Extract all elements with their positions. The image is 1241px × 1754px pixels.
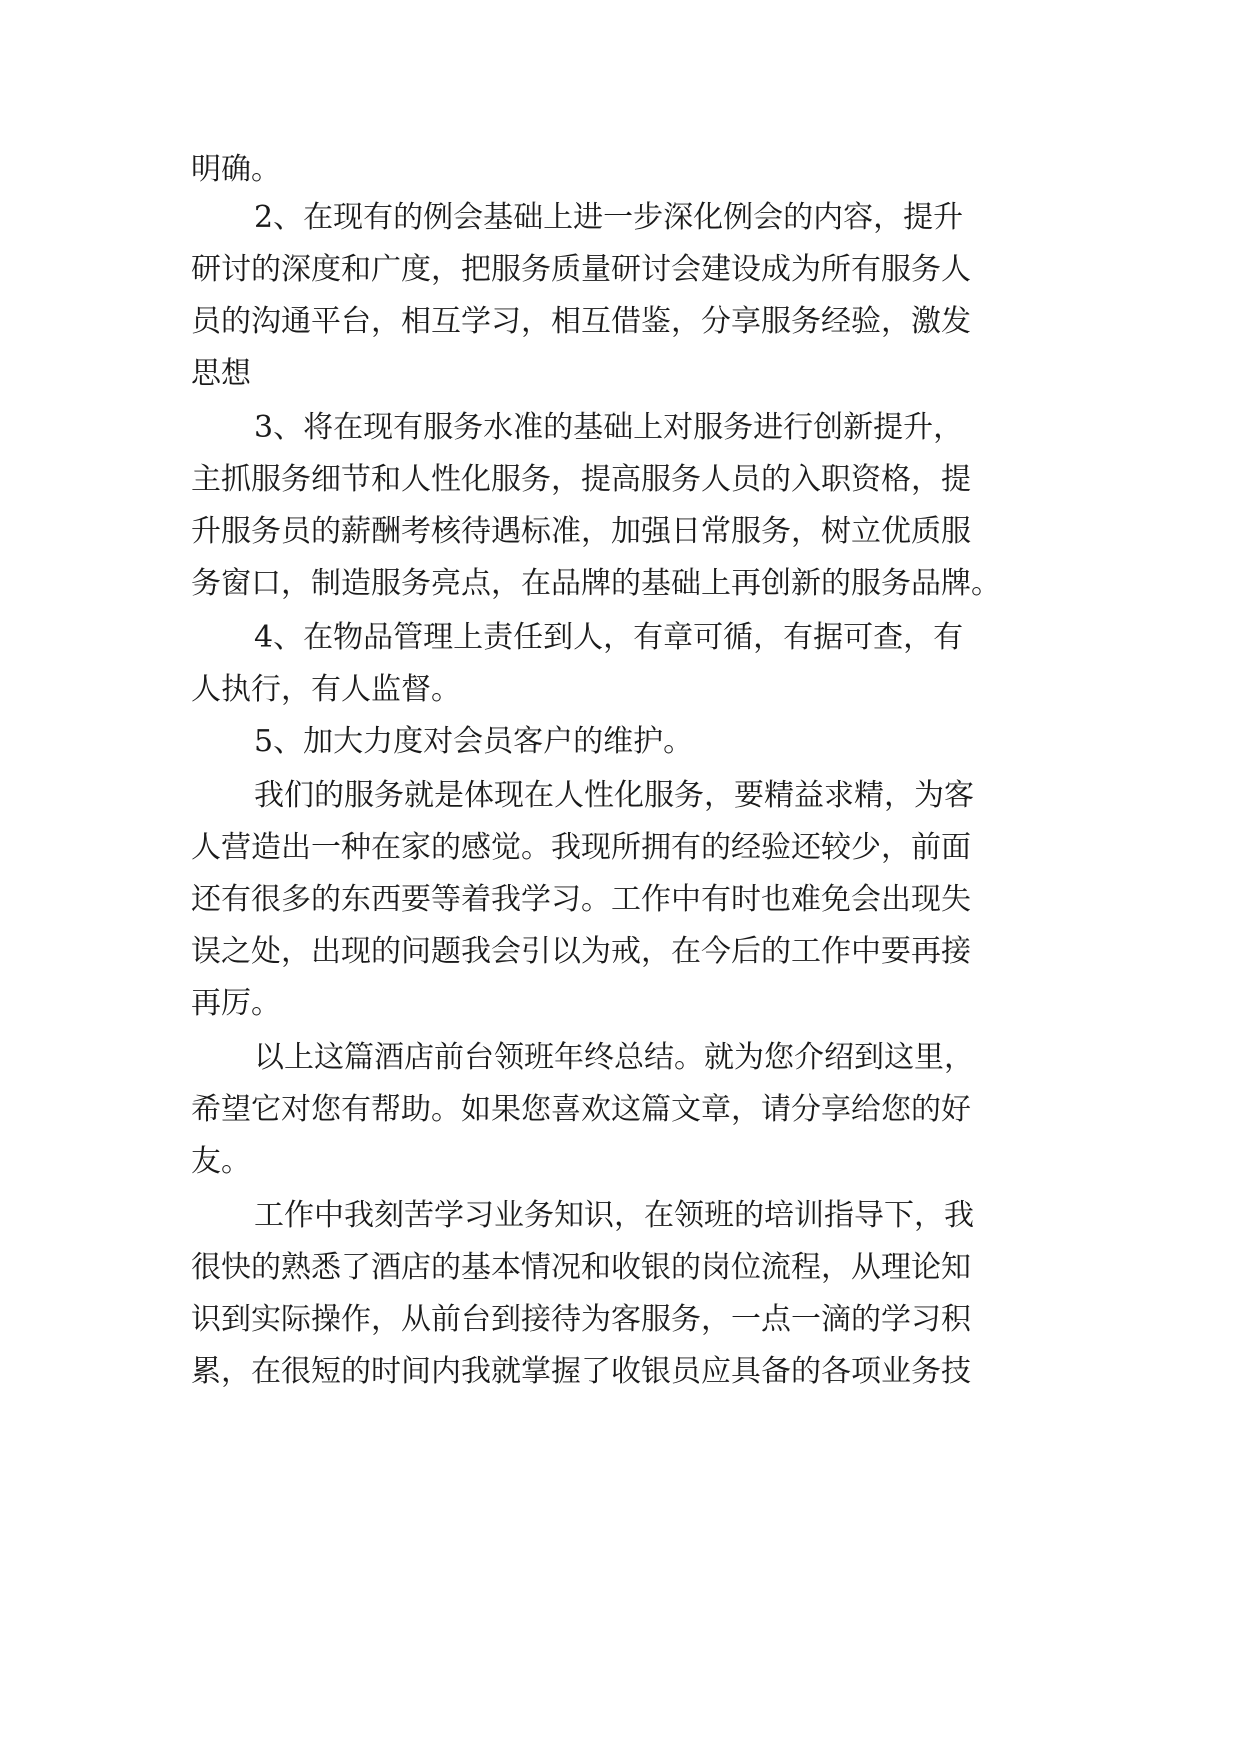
paragraph-text: 研讨的深度和广度，把服务质量研讨会建设成为所有服务人 bbox=[191, 252, 971, 287]
text-line bbox=[0, 512, 1241, 552]
text-line bbox=[0, 1038, 1241, 1078]
text-line bbox=[0, 828, 1241, 868]
text-line bbox=[0, 722, 1241, 762]
paragraph-text: 4、在物品管理上责任到人，有章可循，有据可查，有 bbox=[254, 620, 964, 655]
text-line bbox=[0, 880, 1241, 920]
paragraph-text: 我们的服务就是体现在人性化服务，要精益求精，为客 bbox=[254, 778, 974, 813]
paragraph-text: 工作中我刻苦学习业务知识，在领班的培训指导下，我 bbox=[254, 1198, 974, 1233]
text-line bbox=[0, 1300, 1241, 1340]
paragraph-text: 希望它对您有帮助。如果您喜欢这篇文章，请分享给您的好 bbox=[191, 1092, 971, 1127]
text-line bbox=[0, 618, 1241, 658]
paragraph-text: 明确。 bbox=[191, 152, 281, 187]
paragraph-text: 再厉。 bbox=[191, 986, 281, 1021]
paragraph-text: 2、在现有的例会基础上进一步深化例会的内容，提升 bbox=[254, 200, 964, 235]
paragraph-text: 主抓服务细节和人性化服务，提高服务人员的入职资格，提 bbox=[191, 462, 971, 497]
text-line bbox=[0, 354, 1241, 394]
paragraph-text: 人执行，有人监督。 bbox=[191, 672, 461, 707]
text-line bbox=[0, 984, 1241, 1024]
text-line bbox=[0, 408, 1241, 448]
text-line bbox=[0, 460, 1241, 500]
paragraph-text: 升服务员的薪酬考核待遇标准，加强日常服务，树立优质服 bbox=[191, 514, 971, 549]
paragraph-text: 5、加大力度对会员客户的维护。 bbox=[254, 724, 694, 759]
text-line bbox=[0, 1090, 1241, 1130]
paragraph-text: 友。 bbox=[191, 1144, 251, 1179]
text-line bbox=[0, 302, 1241, 342]
text-line bbox=[0, 776, 1241, 816]
text-line bbox=[0, 150, 1241, 190]
text-line bbox=[0, 1248, 1241, 1288]
paragraph-text: 人营造出一种在家的感觉。我现所拥有的经验还较少，前面 bbox=[191, 830, 971, 865]
paragraph-text: 员的沟通平台，相互学习，相互借鉴，分享服务经验，激发 bbox=[191, 304, 971, 339]
text-line bbox=[0, 564, 1241, 604]
paragraph-text: 务窗口，制造服务亮点，在品牌的基础上再创新的服务品牌。 bbox=[191, 566, 1001, 601]
text-line bbox=[0, 670, 1241, 710]
paragraph-text: 识到实际操作，从前台到接待为客服务，一点一滴的学习积 bbox=[191, 1302, 971, 1337]
text-line bbox=[0, 198, 1241, 238]
paragraph-text: 还有很多的东西要等着我学习。工作中有时也难免会出现失 bbox=[191, 882, 971, 917]
paragraph-text: 累，在很短的时间内我就掌握了收银员应具备的各项业务技 bbox=[191, 1354, 971, 1389]
text-line bbox=[0, 1352, 1241, 1392]
paragraph-text: 误之处，出现的问题我会引以为戒，在今后的工作中要再接 bbox=[191, 934, 971, 969]
paragraph-text: 以上这篇酒店前台领班年终总结。就为您介绍到这里， bbox=[254, 1040, 974, 1075]
text-line bbox=[0, 250, 1241, 290]
text-line bbox=[0, 1196, 1241, 1236]
paragraph-text: 很快的熟悉了酒店的基本情况和收银的岗位流程，从理论知 bbox=[191, 1250, 971, 1285]
paragraph-text: 3、将在现有服务水准的基础上对服务进行创新提升， bbox=[254, 410, 964, 445]
paragraph-text: 思想 bbox=[191, 356, 251, 391]
text-line bbox=[0, 1142, 1241, 1182]
text-line bbox=[0, 932, 1241, 972]
